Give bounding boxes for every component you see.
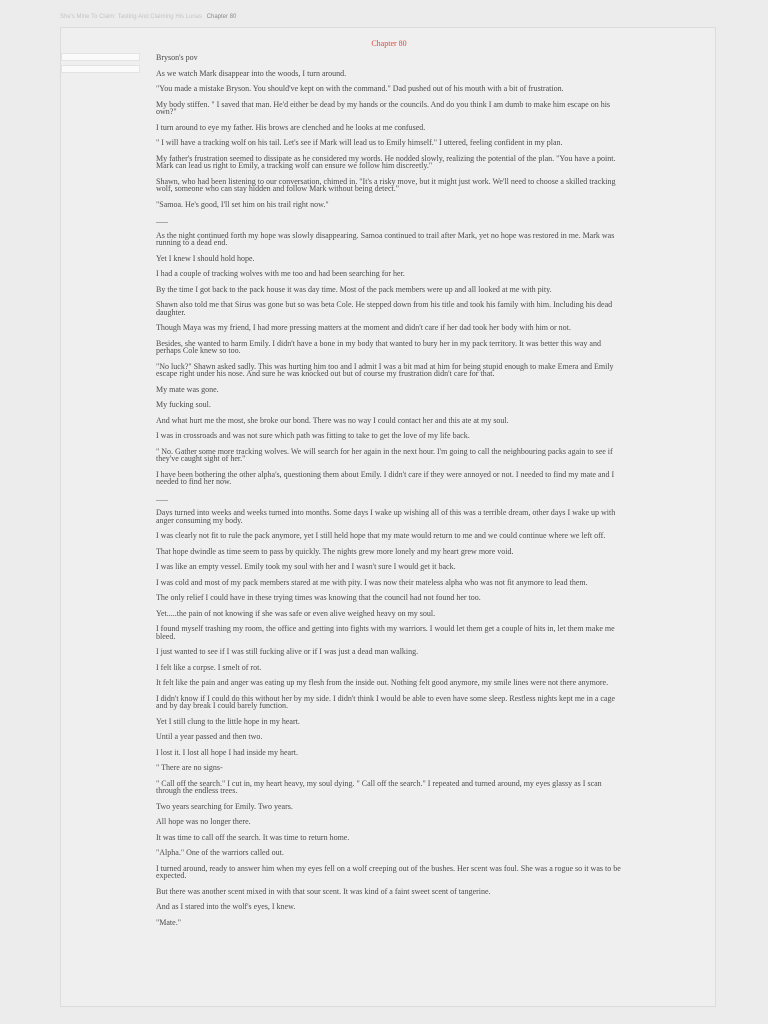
story-paragraph: That hope dwindle as time seem to pass by quickly. The nights grew more lonely and my heart grew more void. — [156, 546, 514, 556]
story-paragraph: My fucking soul. — [156, 400, 211, 409]
chapter-page — [60, 27, 716, 1007]
story-paragraph: "Alpha." One of the warriors called out. — [156, 848, 284, 857]
story-paragraph: It felt like the pain and anger was eating up my flesh from the inside out. Nothing felt good anymore, my smile lines were not there anymore. — [156, 678, 609, 687]
story-paragraph: And what hurt me the most, she broke our bond. There was no way I could contact her and this ate at my soul. — [156, 415, 509, 425]
story-paragraph: I was clearly not fit to rule the pack anymore, yet I still held hope that my mate would return to me and we could continue where we left off. — [156, 531, 606, 540]
story-paragraph: I just wanted to see if I was still fucking alive or if I was just a dead man walking. — [156, 647, 419, 656]
story-paragraph: I felt like a corpse. I smelt of rot. — [156, 662, 262, 672]
story-paragraph: My mate was gone. — [156, 384, 219, 394]
story-paragraph: By the time I got back to the pack house it was day time. Most of the pack members were up and all looked at me with pity. — [156, 284, 552, 294]
story-paragraph: As we watch Mark disappear into the woods, I turn around. — [156, 68, 347, 78]
story-paragraph: " No. Gather some more tracking wolves. We will search for her again in the next hour. I'm going to call the neighbouring packs again to see if they've caught sight of her." — [156, 446, 613, 463]
breadcrumb-book-link[interactable]: She's Mine To Claim: Tasting And Claiming His Lunas — [60, 14, 202, 20]
breadcrumb-chapter: Chapter 80 — [206, 14, 237, 20]
story-paragraph: But there was another scent mixed in with that sour scent. It was kind of a faint sweet scent of tangerine. — [156, 886, 491, 896]
story-paragraph: I was in crossroads and was not sure which path was fitting to take to get the love of my life back. — [156, 431, 470, 440]
chapter-title: Chapter 80 — [371, 39, 407, 48]
story-paragraph: Until a year passed and then two. — [156, 732, 263, 741]
chapter-body — [156, 54, 626, 934]
story-paragraph: Besides, she wanted to harm Emily. I didn't have a bone in my body that wanted to bury her in my pack territory. It was better this way and perhaps Cole knew so too. — [156, 338, 601, 355]
story-paragraph: " I will have a tracking wolf on his tail. Let's see if Mark will lead us to Emily himself." I uttered, feeling confident in my plan. — [156, 138, 563, 147]
story-paragraph: ___ — [156, 215, 168, 224]
story-paragraph: Bryson's pov — [156, 53, 198, 62]
story-paragraph: Yet I still clung to the little hope in my heart. — [156, 716, 300, 726]
story-paragraph: I lost it. I lost all hope I had inside my heart. — [156, 747, 298, 757]
story-paragraph: I was cold and most of my pack members stared at me with pity. I was now their mateless alpha who was not fit anymore to lead them. — [156, 577, 588, 587]
story-paragraph: "No luck?" Shawn asked sadly. This was hurting him too and I admit I was a bit mad at him for being stupid enough to make Emera and Emily escape right under his nose. And sure he was knocked out but of course my frustration didn't care for that. — [156, 361, 614, 378]
story-paragraph: I turned around, ready to answer him when my eyes fell on a wolf creeping out of the bushes. Her scent was foul. She was a rogue so it was to be expected. — [156, 863, 621, 880]
story-paragraph: " There are no signs- — [156, 763, 223, 772]
breadcrumb — [60, 14, 236, 20]
story-paragraph: All hope was no longer there. — [156, 817, 251, 826]
story-paragraph: My father's frustration seemed to dissipate as he considered my words. He nodded slowly, realizing the potential of the plan. "You have a point. Mark can lead us right to Emily, a tracking wolf can ensure we follow him discreetly." — [156, 153, 616, 170]
story-paragraph: " Call off the search." I cut in, my heart heavy, my soul dying. " Call off the search." I repeated and turned around, my eyes glassy as I scan through the endless trees. — [156, 778, 602, 795]
story-paragraph: "Mate." — [156, 917, 181, 927]
story-paragraph: As the night continued forth my hope was slowly disappearing. Samoa continued to trail after Mark, yet no hope was restored in me. Mark was running to a dead end. — [156, 230, 615, 247]
sidebar-placeholder-box — [61, 53, 140, 61]
sidebar-placeholder-box — [61, 65, 140, 73]
story-paragraph: "You made a mistake Bryson. You should've kept on with the command." Dad pushed out of his mouth with a bit of frustration. — [156, 84, 564, 93]
story-paragraph: The only relief I could have in these trying times was knowing that the council had not found her too. — [156, 593, 481, 602]
story-paragraph: I had a couple of tracking wolves with me too and had been searching for her. — [156, 269, 405, 278]
story-paragraph: I didn't know if I could do this without her by my side. I didn't think I would be able to even have some sleep. Restless nights kept me in a cage and by day break I could barely function. — [156, 693, 616, 710]
story-paragraph: And as I stared into the wolf's eyes, I knew. — [156, 902, 296, 911]
story-paragraph: Shawn also told me that Sirus was gone but so was beta Cole. He stepped down from his title and took his family with him. Including his dead daughter. — [156, 300, 613, 317]
story-paragraph: "Samoa. He's good, I'll set him on his trail right now." — [156, 199, 329, 209]
story-paragraph: Days turned into weeks and weeks turned into months. Some days I wake up wishing all of this was a terrible dream, other days I wake up with anger consuming my body. — [156, 508, 616, 525]
story-paragraph: Yet I knew I should hold hope. — [156, 253, 255, 263]
story-paragraph: Though Maya was my friend, I had more pressing matters at the moment and didn't care if her dad took her body with him or not. — [156, 323, 571, 332]
story-paragraph: Two years searching for Emily. Two years. — [156, 801, 293, 811]
story-paragraph: I turn around to eye my father. His brows are clenched and he looks at me confused. — [156, 122, 426, 132]
story-paragraph: I found myself trashing my room, the office and getting into fights with my warriors. I would let them get a couple of hits in, let them make me bleed. — [156, 624, 615, 641]
story-paragraph: I was like an empty vessel. Emily took my soul with her and I wasn't sure I would get it back. — [156, 562, 456, 571]
story-paragraph: Shawn, who had been listening to our conversation, chimed in. "It's a risky move, but it might just work. We'll need to choose a skilled tracking wolf, someone who can stay hidden and follow Mark without being detect." — [156, 176, 616, 193]
story-paragraph: My body stiffen. " I saved that man. He'd either be dead by my hands or the councils. And do you think I am dumb to make him escape on his own?" — [156, 99, 611, 116]
story-paragraph: I have been bothering the other alpha's, questioning them about Emily. I didn't care if they were annoyed or not. I needed to find my mate and I needed to find her now. — [156, 469, 615, 486]
story-paragraph: ___ — [156, 492, 168, 502]
story-paragraph: Yet.....the pain of not knowing if she was safe or even alive weighed heavy on my soul. — [156, 608, 436, 618]
story-paragraph: It was time to call off the search. It was time to return home. — [156, 832, 350, 842]
